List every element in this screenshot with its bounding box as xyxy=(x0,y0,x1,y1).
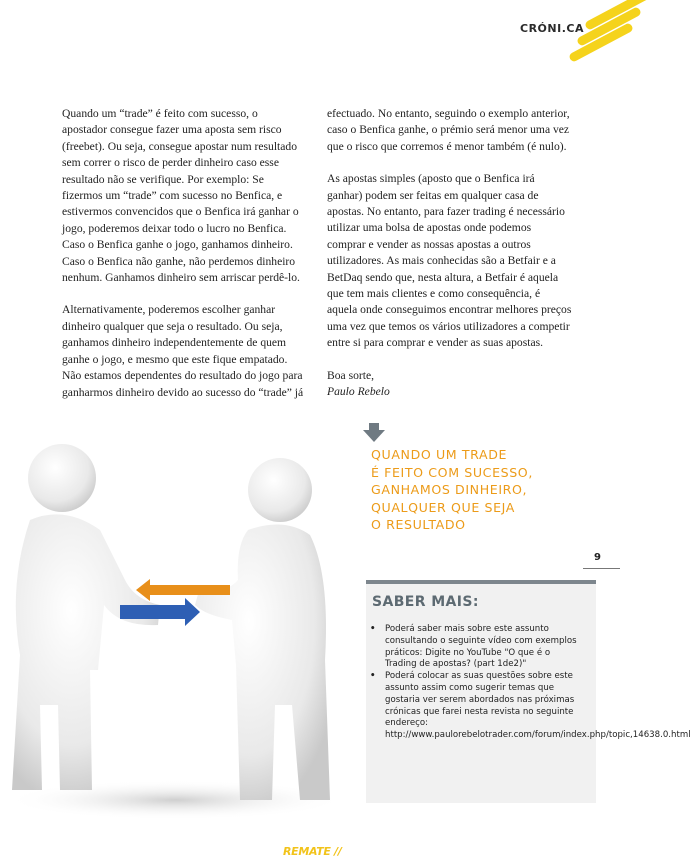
list-item xyxy=(366,624,580,671)
right-figure xyxy=(195,458,330,800)
saber-mais-list xyxy=(366,624,691,742)
section-label: CRÓNI.CA xyxy=(520,22,584,35)
pull-quote-line: QUALQUER QUE SEJA xyxy=(371,499,515,515)
pull-quote-line: O RESULTADO xyxy=(371,517,466,532)
bullet-icon: • xyxy=(370,671,376,682)
remate-logo: REMATE // xyxy=(283,845,342,858)
bullet-icon: • xyxy=(370,624,376,634)
figures-illustration xyxy=(0,405,360,845)
page-number-divider xyxy=(583,568,620,569)
pull-quote xyxy=(371,446,533,534)
arrow-down-icon xyxy=(363,423,385,442)
closing: Boa sorte, xyxy=(327,368,375,382)
saber-mais-box xyxy=(366,580,691,803)
paragraph: efectuado. No entanto, seguindo o exemplo anterior, caso o Benfica ganhe, o prémio será menor uma vez que o risco que corremos é menor também (é nulo). xyxy=(327,107,570,153)
article-column-right xyxy=(327,106,572,401)
page-number: 9 xyxy=(594,552,601,563)
pull-quote-line: QUANDO UM TRADE xyxy=(371,447,508,462)
list-item-text: Poderá saber mais sobre este assunto consultando o seguinte vídeo com exemplos práticos: Digite no YouTube "O que é o Trading de apostas? (part 1de2)" xyxy=(385,624,577,670)
pull-quote-line: É FEITO COM SUCESSO, xyxy=(371,464,533,480)
list-item-text: Poderá colocar as suas questões sobre este assunto assim como sugerir temas que gostaria ver serem abordados nas próximas crónicas que farei nesta revista no seguinte endereço: http://www.paulorebelotrader.com/forum/index.php/topic,14638.0.html xyxy=(385,671,691,741)
box-top-bar xyxy=(366,580,596,584)
paragraph: Quando um “trade” é feito com sucesso, o apostador consegue fazer uma aposta sem risco (freebet). Ou seja, consegue apostar num resultado sem correr o risco de perder dinheiro caso esse resultado não se verifique. Por exemplo: Se fizermos um “trade” com sucesso no Benfica, e estivermos convencidos que o Benfica irá ganhar o jogo, poderemos deixar todo o lucro no Benfica. Caso o Benfica ganhe o jogo, ganhamos dinheiro. Caso o Benfica não ganhe, não perdemos dinheiro nenhum. Ganhamos dinheiro sem arriscar perdê-lo. xyxy=(62,107,300,285)
paragraph: As apostas simples (aposto que o Benfica irá ganhar) podem ser feitas em qualquer casa de apostas. No entanto, para fazer trading é necessário utilizar uma bolsa de apostas onde podemos comprar e vender as nossas apostas a outros utilizadores. As mais conhecidas são a Betfair e a BetDaq sendo que, nesta altura, a Betfair é aquela que tem mais clientes e como consequência, é aquela onde conseguimos encontrar melhores preços uma vez que temos os vários utilizadores a competir entre si para comprar e vender as suas apostas. xyxy=(327,172,572,350)
author: Paulo Rebelo xyxy=(327,385,390,399)
pull-quote-line: GANHAMOS DINHEIRO, xyxy=(371,482,528,497)
list-item xyxy=(366,671,691,742)
box-title: SABER MAIS: xyxy=(372,594,479,610)
paragraph: Alternativamente, poderemos escolher ganhar dinheiro qualquer que seja o resultado. Ou seja, ganhamos dinheiro independentemente de quem ganhe o jogo, e mesmo que este fique empatado. Não estamos dependentes do resultado do jogo para ganharmos dinheiro devido ao sucesso do “trade” já xyxy=(62,303,304,399)
article-column-left xyxy=(62,106,305,417)
decorative-stripes xyxy=(576,0,620,56)
